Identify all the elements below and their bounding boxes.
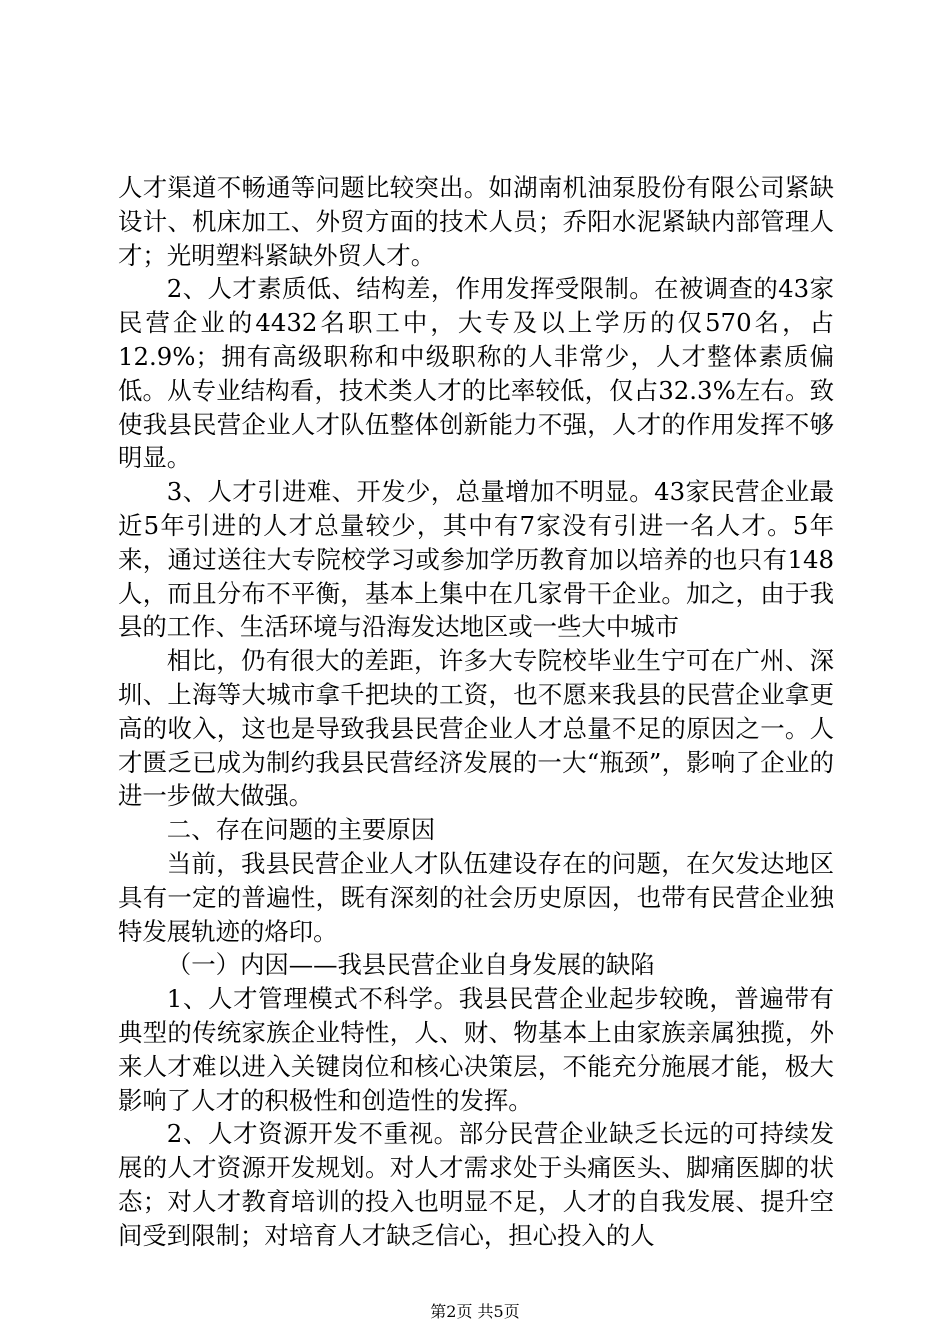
paragraph-talent-introduction: 3、人才引进难、开发少，总量增加不明显。43家民营企业最近5年引进的人才总量较少，其中有7家没有引进一名人才。5年来，通过送往大专院校学习或参加学历教育加以培养的也只有148人，而且分布不平衡，基本上集中在几家骨干企业。加之，由于我县的工作、生活环境与沿海发达地区或一些大中城市 — [118, 477, 834, 642]
page-number-footer: 第2页 共5页 — [430, 1302, 520, 1321]
paragraph-resource-development: 2、人才资源开发不重视。部分民营企业缺乏长远的可持续发展的人才资源开发规划。对人才需求处于头痛医头、脚痛医脚的状态；对人才教育培训的投入也明显不足，人才的自我发展、提升空间受到限制；对培育人才缺乏信心，担心投入的人 — [118, 1119, 834, 1250]
paragraph-management-model: 1、人才管理模式不科学。我县民营企业起步较晚，普遍带有典型的传统家族企业特性，人、财、物基本上由家族亲属独揽，外来人才难以进入关键岗位和核心决策层，不能充分施展才能，极大影响了人才的积极性和创造性的发挥。 — [118, 984, 834, 1115]
section-heading-main-causes: 二、存在问题的主要原因 — [166, 815, 436, 845]
paragraph-talent-quality: 2、人才素质低、结构差，作用发挥受限制。在被调查的43家民营企业的4432名职工中，大专及以上学历的仅570名，占12.9%；拥有高级职称和中级职称的人非常少，人才整体素质偏低。从专业结构看，技术类人才的比率较低，仅占32.3%左右。致使我县民营企业人才队伍整体创新能力不强，人才的作用发挥不够明显。 — [118, 274, 834, 473]
paragraph-current-situation: 当前，我县民营企业人才队伍建设存在的问题，在欠发达地区具有一定的普遍性，既有深刻的社会历史原因，也带有民营企业独特发展轨迹的烙印。 — [118, 848, 834, 946]
paragraph-city-comparison: 相比，仍有很大的差距，许多大专院校毕业生宁可在广州、深圳、上海等大城市拿千把块的工资，也不愿来我县的民营企业拿更高的收入，这也是导致我县民营企业人才总量不足的原因之一。人才匮乏已成为制约我县民营经济发展的一大“瓶颈”，影响了企业的进一步做大做强。 — [118, 646, 834, 811]
document-body — [118, 171, 834, 1253]
paragraph-continuation: 人才渠道不畅通等问题比较突出。如湖南机油泵股份有限公司紧缺设计、机床加工、外贸方面的技术人员；乔阳水泥紧缺内部管理人才；光明塑料紧缺外贸人才。 — [118, 173, 834, 270]
subsection-heading-internal-causes: （一）内因——我县民营企业自身发展的缺陷 — [166, 950, 655, 980]
